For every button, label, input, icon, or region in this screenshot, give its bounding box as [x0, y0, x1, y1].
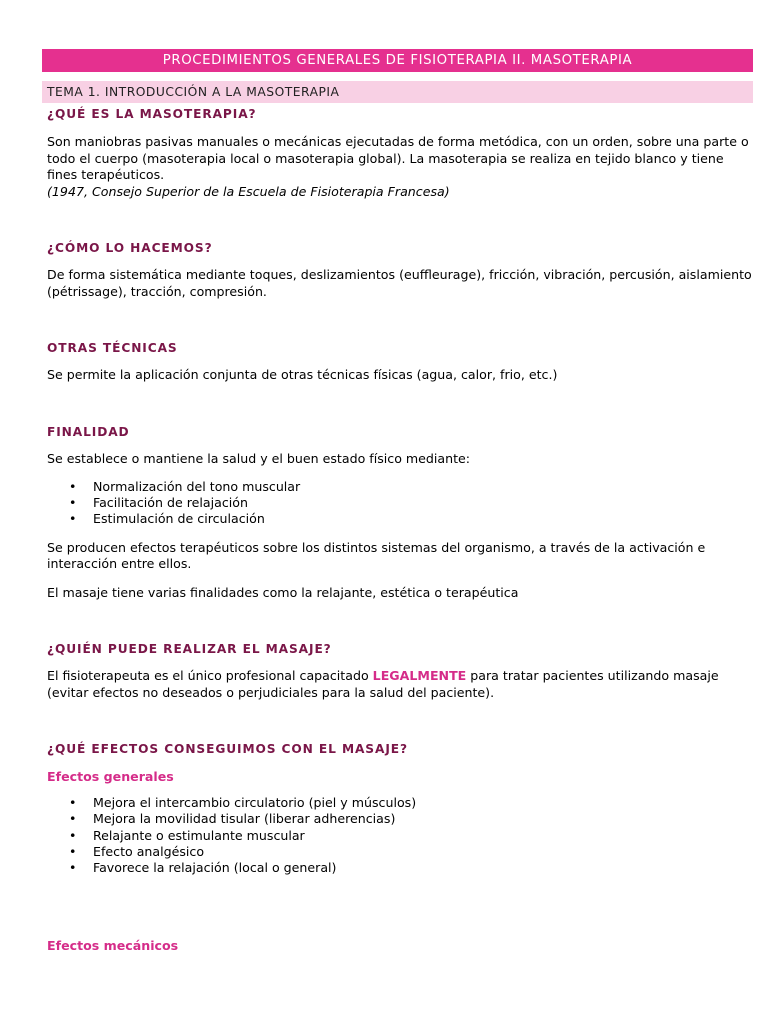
section-heading-finalidad: FINALIDAD [47, 424, 130, 439]
list-item: • Efecto analgésico [42, 844, 753, 860]
efectos-generales-list [42, 795, 753, 876]
section-heading-efectos: ¿QUÉ EFECTOS CONSEGUIMOS CON EL MASAJE? [47, 742, 408, 757]
list-item: • Facilitación de relajación [42, 495, 753, 511]
definition-text: Son maniobras pasivas manuales o mecánicas ejecutadas de forma metódica, con un orden, sobre una parte o todo el cuerpo (masoterapia local o masoterapia global). La masoterapia se realiza en tejido blanco y tiene fines terapéuticos. [47, 134, 749, 182]
section-heading-quien: ¿QUIÉN PUEDE REALIZAR EL MASAJE? [47, 642, 332, 657]
topic-title: TEMA 1. INTRODUCCIÓN A LA MASOTERAPIA [42, 81, 753, 103]
list-item: • Favorece la relajación (local o general) [42, 860, 753, 876]
subheading-efectos-mecanicos: Efectos mecánicos [47, 938, 179, 954]
quien-text-before: El fisioterapeuta es el único profesional capacitado [47, 668, 373, 684]
finalidad-intro: Se establece o mantiene la salud y el buen estado físico mediante: [47, 450, 471, 466]
como-text: De forma sistemática mediante toques, deslizamientos (euffleurage), fricción, vibración, percusión, aislamiento (pétrissage), tracción, compresión. [47, 267, 752, 299]
definition-citation: (1947, Consejo Superior de la Escuela de Fisioterapia Francesa) [47, 183, 450, 199]
finalidad-text-2: El masaje tiene varias finalidades como la relajante, estética o terapéutica [47, 584, 519, 600]
subheading-efectos-generales: Efectos generales [47, 769, 174, 785]
finalidad-list [42, 479, 753, 528]
list-item: • Relajante o estimulante muscular [42, 828, 753, 844]
list-item: • Mejora la movilidad tisular (liberar adherencias) [42, 811, 753, 827]
section-heading-otras: OTRAS TÉCNICAS [47, 341, 178, 355]
quien-text [42, 668, 753, 701]
section-heading-que-es: ¿QUÉ ES LA MASOTERAPIA? [47, 107, 257, 121]
document-page [42, 49, 753, 953]
otras-text: Se permite la aplicación conjunta de otras técnicas físicas (agua, calor, frio, etc.) [47, 367, 558, 382]
legalmente-highlight: LEGALMENTE [372, 668, 467, 684]
list-item: • Mejora el intercambio circulatorio (piel y músculos) [42, 795, 753, 811]
finalidad-text-1: Se producen efectos terapéuticos sobre los distintos sistemas del organismo, a través de la activación e interacción entre ellos. [47, 539, 706, 572]
list-item: • Estimulación de circulación [42, 511, 753, 527]
document-title: PROCEDIMIENTOS GENERALES DE FISIOTERAPIA II. MASOTERAPIA [42, 49, 753, 72]
quien-text-after: para tratar pacientes utilizando masaje (evitar efectos no deseados o perjudiciales para la salud del paciente). [47, 668, 719, 700]
list-item: • Normalización del tono muscular [42, 479, 753, 495]
section-heading-como: ¿CÓMO LO HACEMOS? [47, 241, 213, 255]
